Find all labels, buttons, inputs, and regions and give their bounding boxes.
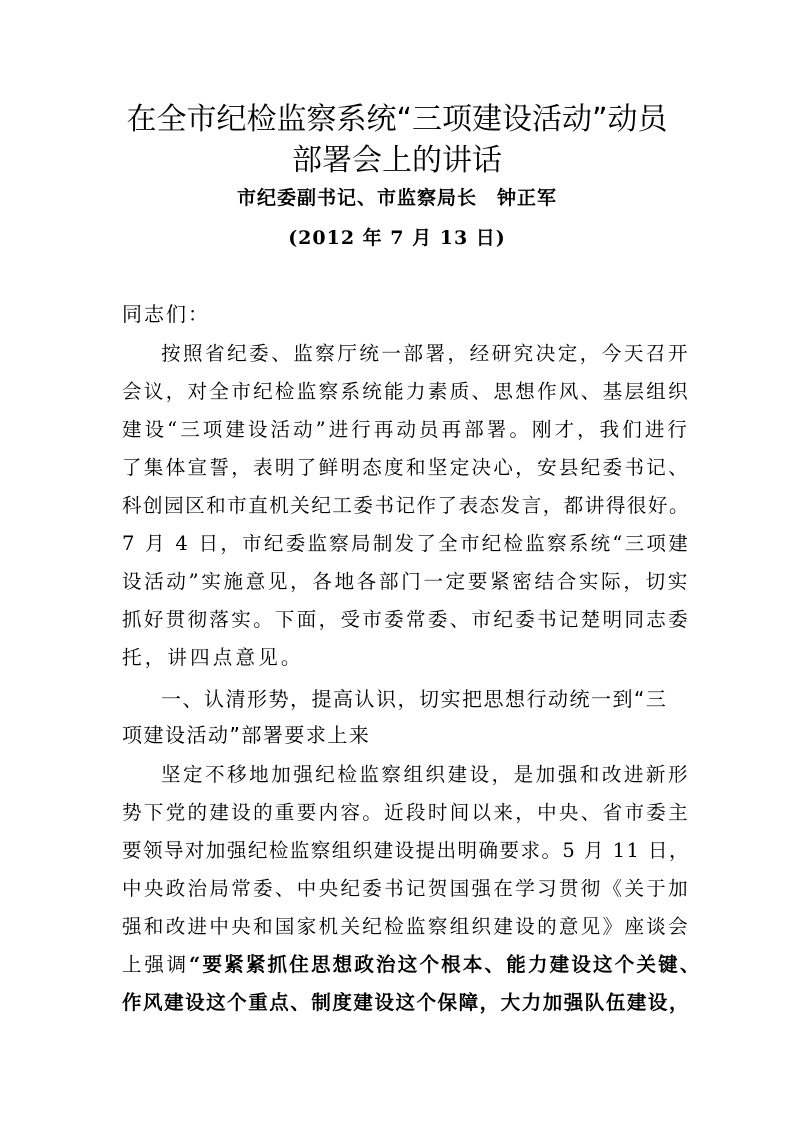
paragraph-1-line: 建设“三项建设活动”进行再动员再部署。刚才，我们进行 — [122, 418, 690, 441]
speaker-byline: 市纪委副书记、市监察局长 钟正军 — [236, 187, 557, 209]
paragraph-1-line: 了集体宣誓，表明了鲜明态度和坚定决心，安县纪委书记、 — [122, 456, 690, 479]
paragraph-2-line: 要领导对加强纪检监察组织建设提出明确要求。5 月 11 日， — [122, 839, 690, 862]
paragraph-2-line: 坚定不移地加强纪检监察组织建设，是加强和改进新形 — [161, 763, 690, 786]
paragraph-1-line: 设活动”实施意见，各地各部门一定要紧密结合实际，切实 — [122, 570, 690, 593]
emphasized-quote: “要紧紧抓住思想政治这个根本、能力建设这个关键、 — [189, 953, 702, 976]
speech-date: (2012 年 7 月 13 日) — [288, 227, 506, 249]
document-title-line-2: 部署会上的讲话 — [292, 143, 502, 178]
paragraph-1-line: 科创园区和市直机关纪工委书记作了表态发言，都讲得很好。 — [122, 494, 690, 517]
paragraph-2-line: 势下党的建设的重要内容。近段时间以来，中央、省市委主 — [122, 801, 690, 824]
salutation: 同志们： — [122, 302, 210, 326]
paragraph-2-line: 强和改进中央和国家机关纪检监察组织建设的意见》座谈会 — [122, 915, 690, 938]
paragraph-1-line: 7 月 4 日，市纪委监察局制发了全市纪检监察系统“三项建 — [122, 532, 690, 555]
document-title-line-1: 在全市纪检监察系统“三项建设活动”动员 — [126, 102, 668, 137]
paragraph-2-line: 中央政治局常委、中央纪委书记贺国强在学习贯彻《关于加 — [122, 877, 690, 900]
paragraph-1-line: 托，讲四点意见。 — [122, 646, 304, 669]
paragraph-2-text: 上强调 — [122, 953, 190, 976]
paragraph-2-line — [122, 951, 702, 979]
section-heading-1-line: 项建设活动”部署要求上来 — [122, 723, 371, 747]
paragraph-1-line: 抓好贯彻落实。下面，受市委常委、市纪委书记楚明同志委 — [122, 608, 690, 631]
paragraph-1-line: 会议，对全市纪检监察系统能力素质、思想作风、基层组织 — [122, 380, 690, 403]
emphasized-quote-line: 作风建设这个重点、制度建设这个保障，大力加强队伍建设， — [122, 991, 690, 1014]
paragraph-1-line: 按照省纪委、监察厅统一部署，经研究决定，今天召开 — [161, 342, 690, 365]
section-heading-1-line: 一、认清形势，提高认识，切实把思想行动统一到“三 — [161, 687, 668, 711]
